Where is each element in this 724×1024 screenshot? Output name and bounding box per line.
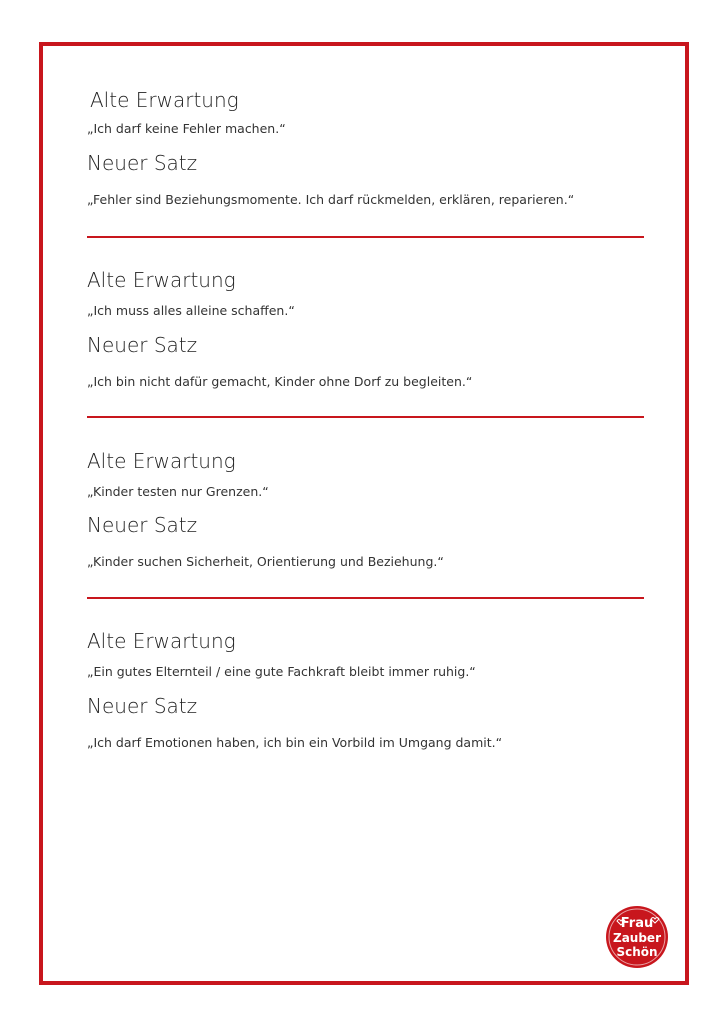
old-expectation-heading: Alte Erwartung xyxy=(87,268,236,292)
old-expectation-quote: „Ich darf keine Fehler machen.“ xyxy=(87,121,286,136)
old-expectation-quote: „Ein gutes Elternteil / eine gute Fachkraft bleibt immer ruhig.“ xyxy=(87,664,476,679)
old-expectation-heading: Alte Erwartung xyxy=(90,88,239,112)
frau-zauber-schoen-logo xyxy=(604,904,670,970)
old-expectation-heading: Alte Erwartung xyxy=(87,449,236,473)
section-divider xyxy=(87,416,644,418)
logo-text-line1: Frau xyxy=(620,916,654,931)
section-divider xyxy=(87,236,644,238)
section-divider xyxy=(87,597,644,599)
new-statement-heading: Neuer Satz xyxy=(87,333,198,357)
old-expectation-quote: „Ich muss alles alleine schaffen.“ xyxy=(87,303,295,318)
new-statement-quote: „Kinder suchen Sicherheit, Orientierung und Beziehung.“ xyxy=(87,554,444,569)
new-statement-heading: Neuer Satz xyxy=(87,151,198,175)
new-statement-heading: Neuer Satz xyxy=(87,513,198,537)
logo-text-line3: Schön xyxy=(616,945,658,959)
new-statement-heading: Neuer Satz xyxy=(87,694,198,718)
new-statement-quote: „Fehler sind Beziehungsmomente. Ich darf rückmelden, erklären, reparieren.“ xyxy=(87,192,575,207)
logo-text-line2: Zauber xyxy=(613,931,661,945)
old-expectation-heading: Alte Erwartung xyxy=(87,629,236,653)
new-statement-quote: „Ich darf Emotionen haben, ich bin ein Vorbild im Umgang damit.“ xyxy=(87,735,503,750)
old-expectation-quote: „Kinder testen nur Grenzen.“ xyxy=(87,484,269,499)
logo-badge xyxy=(604,904,670,970)
new-statement-quote: „Ich bin nicht dafür gemacht, Kinder ohne Dorf zu begleiten.“ xyxy=(87,374,473,389)
